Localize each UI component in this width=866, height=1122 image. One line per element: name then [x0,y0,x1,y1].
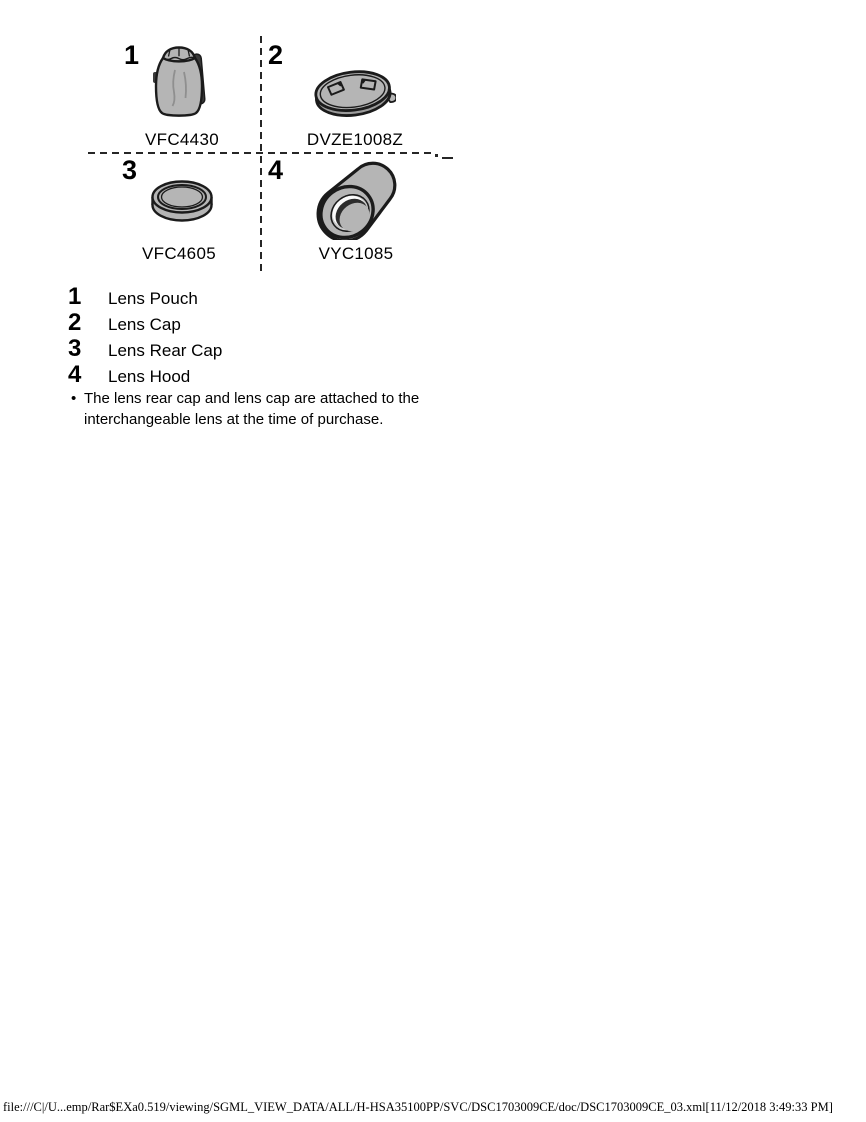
accessory-code-2: DVZE1008Z [306,130,404,149]
accessory-code-3: VFC4605 [142,244,216,263]
quadrant-divider-vertical [260,36,262,272]
accessory-number-4: 4 [268,155,284,185]
purchase-note [71,388,476,430]
statusbar-file-path: file:///C|/U...emp/Rar$EXa0.519/viewing/SGML_VIEW_DATA/ALL/H-HSA35100PP/SVC/DSC1703009CE/doc/DSC1703009CE_03.xml[11/12/2018 3:49:33 PM] [3,1100,833,1114]
quadrant-divider-horizontal [88,152,433,154]
accessory-number-1: 1 [124,40,140,70]
accessory-number-2: 2 [268,40,284,70]
legend-item-lens-hood [68,362,190,388]
legend-label: Lens Pouch [108,289,198,308]
accessory-number-3: 3 [122,155,138,185]
accessory-code-4: VYC1085 [318,244,394,263]
note-text: The lens rear cap and lens cap are attached to the interchangeable lens at the time of purchase. [84,390,420,428]
legend-number: 1 [68,283,82,310]
legend-label: Lens Cap [108,315,181,334]
legend-label: Lens Hood [108,367,191,386]
legend-number: 2 [68,309,82,336]
legend-item-lens-cap [68,310,181,336]
legend-item-lens-pouch [68,284,198,310]
legend-number: 4 [68,361,82,388]
lens-rear-cap-icon [150,176,214,224]
legend-item-lens-rear-cap [68,336,222,362]
divider-end-dot [435,154,438,157]
divider-end-dash [442,157,453,159]
note-bullet: • [71,390,77,407]
accessory-code-1: VFC4430 [145,130,219,149]
legend-label: Lens Rear Cap [108,341,223,360]
lens-hood-icon [314,160,400,240]
legend-number: 3 [68,335,82,362]
accessories-diagram [88,30,460,278]
lens-cap-icon [312,68,396,120]
lens-pouch-icon [150,44,208,120]
